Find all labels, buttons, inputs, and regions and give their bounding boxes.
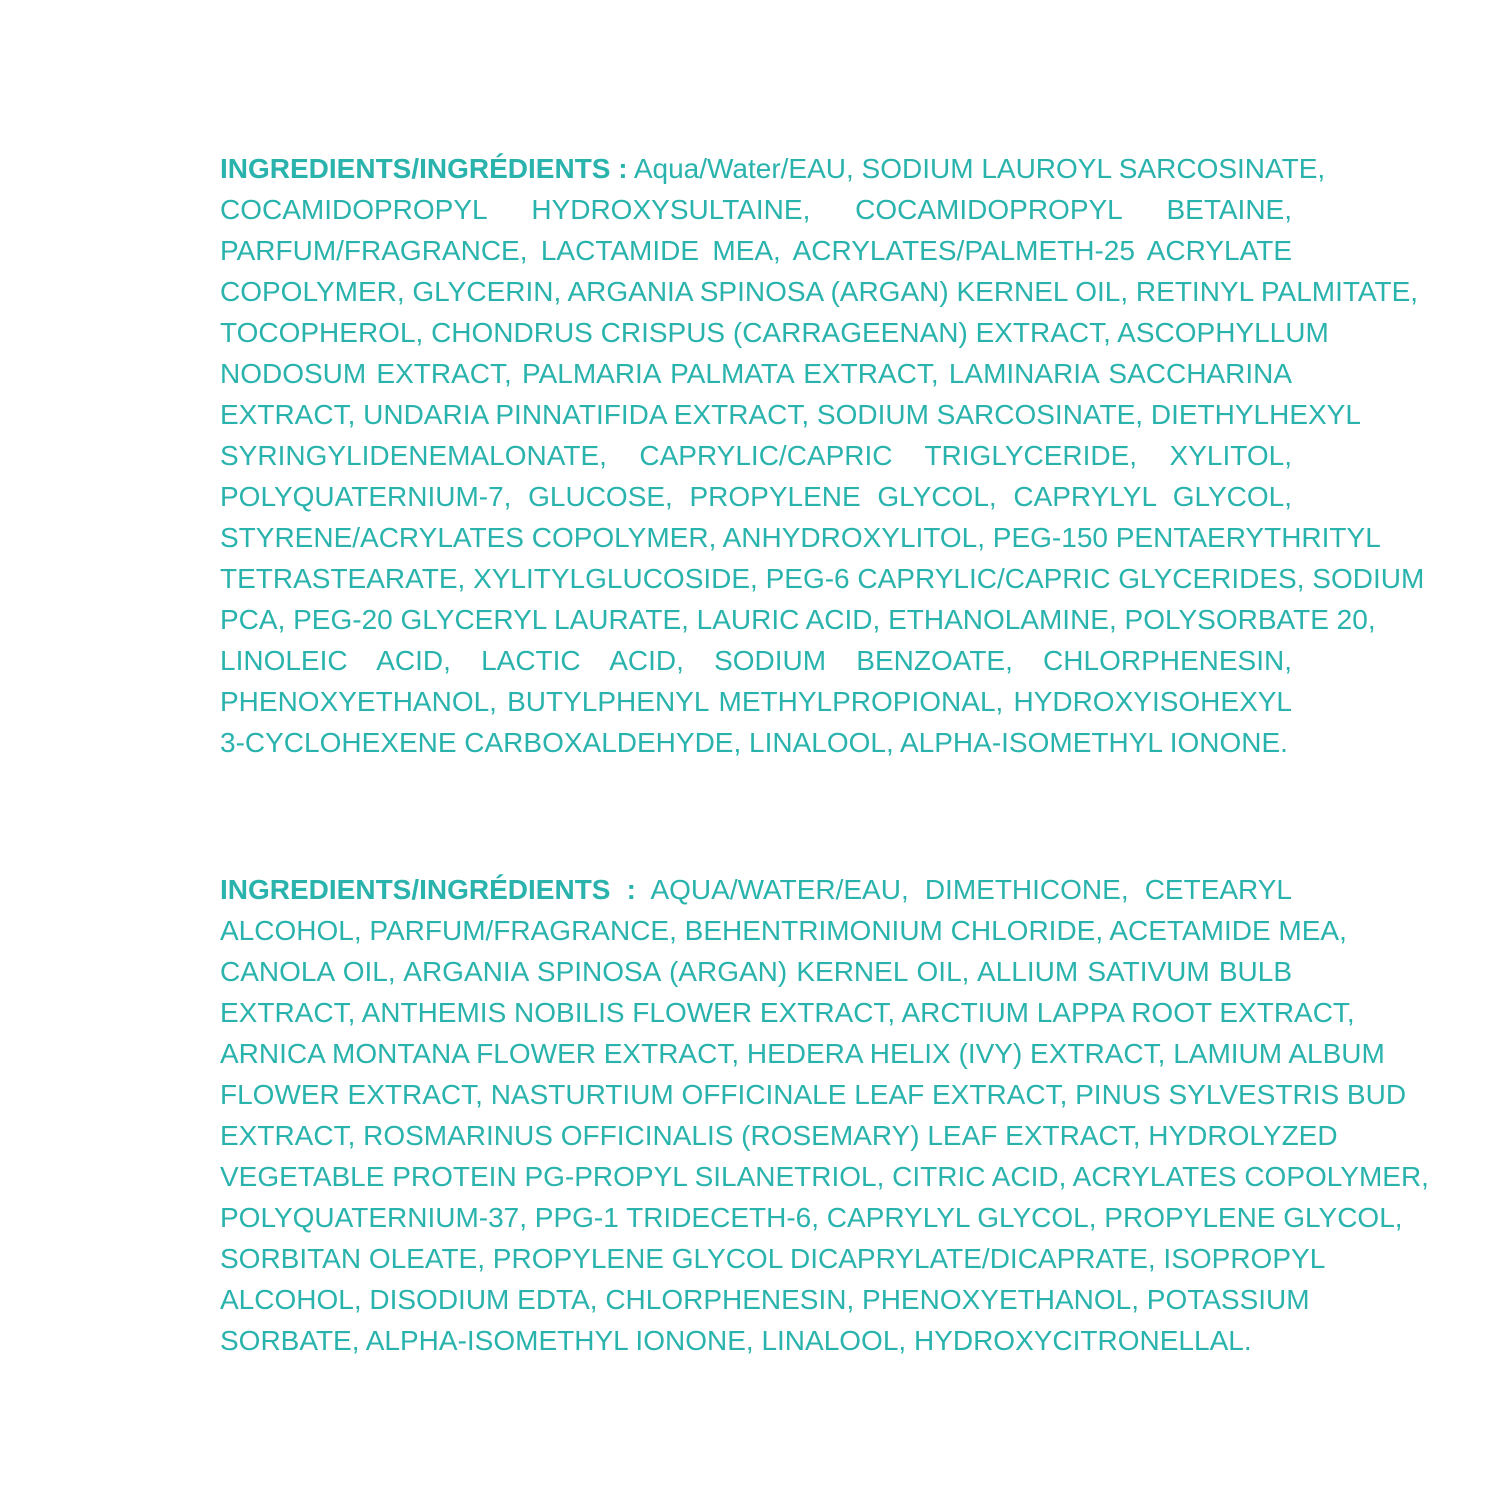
ingredients-line: 3-CYCLOHEXENE CARBOXALDEHYDE, LINALOOL, ALPHA-ISOMETHYL IONONE. [220,727,1288,758]
ingredients-line: SORBITAN OLEATE, PROPYLENE GLYCOL DICAPRYLATE/DICAPRATE, ISOPROPYL [220,1243,1326,1274]
ingredients-line: PCA, PEG-20 GLYCERYL LAURATE, LAURIC ACID, ETHANOLAMINE, POLYSORBATE 20, [220,604,1376,635]
ingredients-line [220,148,1326,189]
ingredients-label: INGREDIENTS/INGRÉDIENTS : [220,153,628,184]
ingredients-line: TOCOPHEROL, CHONDRUS CRISPUS (CARRAGEENAN) EXTRACT, ASCOPHYLLUM [220,317,1329,348]
ingredients-line: SORBATE, ALPHA-ISOMETHYL IONONE, LINALOOL, HYDROXYCITRONELLAL. [220,1325,1252,1356]
ingredients-block-1 [220,148,1425,763]
ingredients-line: PARFUM/FRAGRANCE, LACTAMIDE MEA, ACRYLATES/PALMETH-25 ACRYLATE [220,235,1292,266]
ingredients-line: SYRINGYLIDENEMALONATE, CAPRYLIC/CAPRIC TRIGLYCERIDE, XYLITOL, [220,440,1292,471]
ingredients-line: EXTRACT, ANTHEMIS NOBILIS FLOWER EXTRACT, ARCTIUM LAPPA ROOT EXTRACT, [220,997,1355,1028]
ingredients-line: STYRENE/ACRYLATES COPOLYMER, ANHYDROXYLITOL, PEG-150 PENTAERYTHRITYL [220,522,1381,553]
ingredients-text: AQUA/WATER/EAU, DIMETHICONE, CETEARYL [650,874,1293,905]
ingredients-line: ALCOHOL, PARFUM/FRAGRANCE, BEHENTRIMONIUM CHLORIDE, ACETAMIDE MEA, [220,915,1347,946]
ingredients-line: POLYQUATERNIUM-7, GLUCOSE, PROPYLENE GLYCOL, CAPRYLYL GLYCOL, [220,481,1292,512]
ingredients-line: TETRASTEARATE, XYLITYLGLUCOSIDE, PEG-6 CAPRYLIC/CAPRIC GLYCERIDES, SODIUM [220,563,1425,594]
ingredients-line: EXTRACT, UNDARIA PINNATIFIDA EXTRACT, SODIUM SARCOSINATE, DIETHYLHEXYL [220,399,1361,430]
ingredients-line: COCAMIDOPROPYL HYDROXYSULTAINE, COCAMIDOPROPYL BETAINE, [220,194,1292,225]
ingredients-line: POLYQUATERNIUM-37, PPG-1 TRIDECETH-6, CAPRYLYL GLYCOL, PROPYLENE GLYCOL, [220,1202,1403,1233]
ingredients-line: PHENOXYETHANOL, BUTYLPHENYL METHYLPROPIONAL, HYDROXYISOHEXYL [220,686,1292,717]
ingredients-line: ARNICA MONTANA FLOWER EXTRACT, HEDERA HELIX (IVY) EXTRACT, LAMIUM ALBUM [220,1038,1385,1069]
ingredients-line: FLOWER EXTRACT, NASTURTIUM OFFICINALE LEAF EXTRACT, PINUS SYLVESTRIS BUD [220,1079,1407,1110]
ingredients-label: INGREDIENTS/INGRÉDIENTS : [220,874,636,905]
ingredients-line: EXTRACT, ROSMARINUS OFFICINALIS (ROSEMARY) LEAF EXTRACT, HYDROLYZED [220,1120,1338,1151]
ingredients-text: Aqua/Water/EAU, SODIUM LAUROYL SARCOSINATE, [633,153,1326,184]
ingredients-line: COPOLYMER, GLYCERIN, ARGANIA SPINOSA (ARGAN) KERNEL OIL, RETINYL PALMITATE, [220,276,1419,307]
ingredients-line: CANOLA OIL, ARGANIA SPINOSA (ARGAN) KERNEL OIL, ALLIUM SATIVUM BULB [220,956,1292,987]
ingredients-line [220,869,1292,910]
ingredients-line: LINOLEIC ACID, LACTIC ACID, SODIUM BENZOATE, CHLORPHENESIN, [220,645,1292,676]
ingredients-line: ALCOHOL, DISODIUM EDTA, CHLORPHENESIN, PHENOXYETHANOL, POTASSIUM [220,1284,1310,1315]
ingredients-line: NODOSUM EXTRACT, PALMARIA PALMATA EXTRACT, LAMINARIA SACCHARINA [220,358,1292,389]
ingredients-block-2 [220,869,1429,1361]
ingredients-line: VEGETABLE PROTEIN PG-PROPYL SILANETRIOL, CITRIC ACID, ACRYLATES COPOLYMER, [220,1161,1429,1192]
